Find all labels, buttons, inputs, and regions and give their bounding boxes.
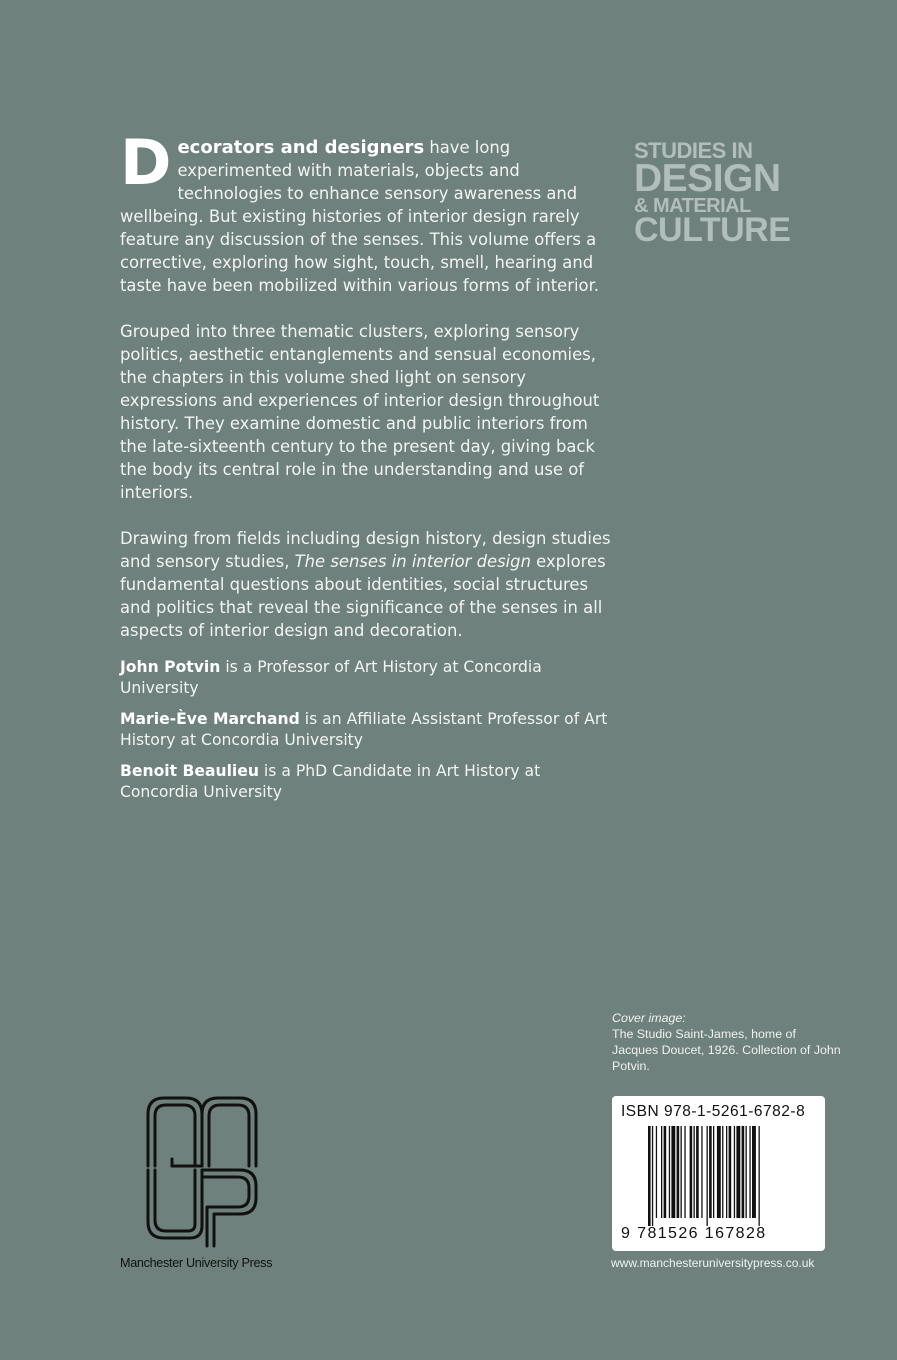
cover-image-credit (612, 1010, 842, 1074)
blurb-lead: ecorators and designers (177, 137, 425, 158)
barcode-bar (759, 1126, 760, 1226)
blurb-p1-text: have long experimented with materials, objects and technologies to enhance sensory awareness and wellbeing. But existing histories of interior design rarely feature any discussion of the senses. This volume offers a corrective, exploring how sight, touch, smell, hearing and taste have been mobilized within various forms of interior. (120, 138, 600, 295)
back-cover-blurb (120, 126, 612, 665)
series-line-3: & MATERIAL (634, 195, 751, 217)
blurb-paragraph-2: Grouped into three thematic clusters, exploring sensory politics, aesthetic entanglements and sensual economies, the chapters in this volume shed light on sensory expressions and experiences of interior design throughout history. They examine domestic and public interiors from the late-sixteenth century to the present day, giving back the body its central role in the understanding and use of interiors. (120, 322, 600, 502)
barcode-bar (736, 1126, 740, 1218)
barcode-bar (701, 1126, 702, 1218)
publisher-website: www.manchesteruniversitypress.co.uk (611, 1256, 815, 1270)
isbn-digits: 9 781526 167828 (621, 1225, 767, 1242)
barcode-bar (690, 1126, 693, 1218)
barcode-bar (746, 1126, 747, 1218)
cover-image-caption: The Studio Saint-James, home of Jacques Doucet, 1926. Collection of John Potvin. (612, 1027, 841, 1073)
series-logo (634, 138, 791, 249)
publisher-name: Manchester University Press (120, 1256, 273, 1270)
barcode-bar (707, 1126, 708, 1226)
barcode-bar (749, 1126, 750, 1218)
barcode-bar (648, 1126, 651, 1226)
barcode-bar (677, 1126, 680, 1218)
author-description: is a PhD Candidate in Art History at Concordia University (120, 762, 541, 801)
barcode-bar (722, 1126, 723, 1218)
barcode-bar (652, 1126, 653, 1226)
barcode-bar (696, 1126, 699, 1218)
barcode-bar (752, 1126, 756, 1218)
barcode-bar (709, 1126, 712, 1218)
author-bio (120, 761, 620, 803)
isbn-label: ISBN 978-1-5261-6782-8 (621, 1103, 806, 1120)
series-line-2: DESIGN (634, 157, 781, 200)
barcode-bar (671, 1126, 675, 1218)
barcode-bar (713, 1126, 714, 1218)
series-line-1: STUDIES IN (634, 138, 753, 163)
barcode-bar (681, 1126, 682, 1218)
barcode-bar (684, 1126, 685, 1218)
barcode-bar (656, 1126, 657, 1218)
barcode-bar (717, 1126, 721, 1218)
barcode-bar (726, 1126, 727, 1218)
barcode-bar (729, 1126, 732, 1218)
barcode-bar (742, 1126, 745, 1218)
series-line-4: CULTURE (634, 211, 791, 249)
author-bio (120, 657, 620, 699)
blurb-paragraph-1 (120, 126, 612, 297)
blurb-p3-end: explores fundamental questions about identities, social structures and politics that reveal the significance of the senses in all aspects of interior design and decoration. (120, 552, 606, 640)
drop-cap: D (120, 126, 172, 199)
mup-monogram-icon (144, 1094, 260, 1250)
author-name: John Potvin (120, 658, 221, 676)
author-bio (120, 709, 620, 751)
author-description: is an Affiliate Assistant Professor of Art History at Concordia University (120, 710, 608, 749)
barcode-bars-icon (648, 1126, 798, 1226)
cover-image-label: Cover image: (612, 1011, 686, 1025)
barcode-bar (664, 1126, 667, 1218)
author-bios (120, 657, 620, 813)
isbn-barcode (612, 1096, 825, 1251)
barcode-bar (694, 1126, 695, 1218)
barcode-bar (661, 1126, 662, 1218)
blurb-paragraph-3 (120, 527, 612, 642)
barcode-bar (669, 1126, 670, 1218)
author-name: Benoit Beaulieu (120, 762, 259, 780)
author-description: is a Professor of Art History at Concordia University (120, 658, 542, 697)
book-title: The senses in interior design (294, 552, 531, 571)
blurb-p3-start: Drawing from fields including design history, design studies and sensory studies, (120, 529, 611, 571)
author-name: Marie-Ève Marchand (120, 710, 300, 728)
barcode-bar (734, 1126, 735, 1218)
